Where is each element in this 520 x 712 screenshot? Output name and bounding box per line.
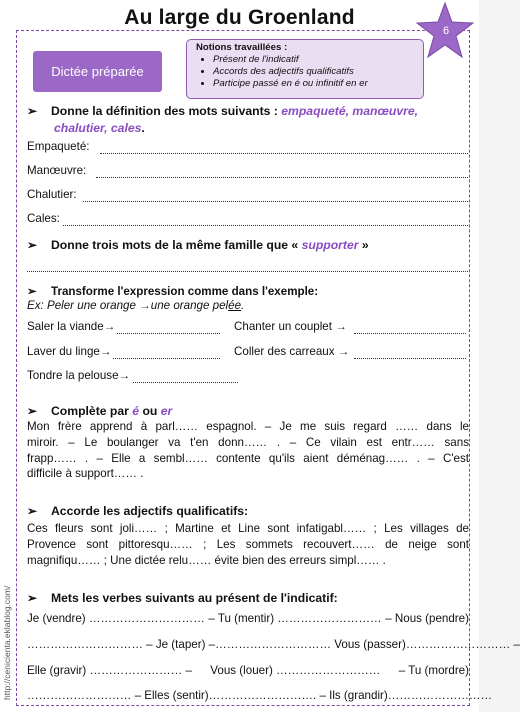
arrow-bullet-icon: ➢: [27, 285, 37, 298]
paragraph-line: Ces fleurs sont joli…… ; Martine et Line sont infatigabl…… ; Les villages de: [27, 522, 469, 535]
notions-box: [186, 39, 424, 99]
verb-row: ………………………… – Je (taper) – ………………………… Vous (passer) ……………………… –: [27, 638, 520, 651]
arrow-icon: →: [103, 320, 116, 333]
arrow-icon: →: [335, 320, 347, 333]
answer-line[interactable]: [354, 358, 466, 359]
verb-row: Elle (gravir) …………………… – Vous (louer) ……………………… – Tu (mordre): [27, 664, 469, 677]
arrow-icon: →: [99, 345, 112, 358]
paragraph-line: Mon frère apprend à parl…… espagnol. – Je me suis regard …… dans le: [27, 420, 469, 433]
answer-line[interactable]: [100, 153, 468, 154]
dictee-label: Dictée préparée: [33, 51, 162, 92]
paragraph-line: frapp…… . – Elle a sembl…… contente qu'ils aient déménag…… . – C'est: [27, 451, 469, 465]
answer-line[interactable]: [113, 358, 220, 359]
arrow-bullet-icon: ➢: [27, 504, 38, 518]
section-transform-heading: ➢ Transforme l'expression comme dans l'exemple:: [27, 285, 319, 298]
definition-label: Empaqueté:: [27, 140, 90, 153]
paragraph-line: miroir. – Le boulanger va t'en donn…… . – Ce vilain est entr…… sans: [27, 435, 469, 449]
paragraph-line: difficile à support…… .: [27, 467, 144, 481]
answer-line[interactable]: [83, 201, 468, 202]
definition-label: Cales:: [27, 212, 60, 225]
section-complete-heading: ➢ Complète par é ou er: [27, 404, 173, 418]
verb-row: Je (vendre) ………………………… – Tu (mentir) ……………………… – Nous (pendre): [27, 612, 469, 625]
answer-line[interactable]: [354, 333, 466, 334]
section-definitions-heading: ➢ Donne la définition des mots suivants : empaqueté, manœuvre,: [27, 104, 419, 118]
notion-item: • Présent de l'indicatif: [213, 54, 368, 66]
side-url: http://cenicienta.eklablog.com/: [2, 585, 12, 700]
definition-label: Manœuvre:: [27, 164, 87, 177]
transform-item: Chanter un couplet →: [234, 320, 347, 333]
definition-label: Chalutier:: [27, 188, 77, 201]
arrow-bullet-icon: ➢: [27, 238, 38, 252]
section-adjectives-heading: ➢ Accorde les adjectifs qualificatifs:: [27, 504, 249, 518]
transform-item: Laver du linge→: [27, 345, 112, 358]
transform-item: Coller des carreaux →: [234, 345, 350, 358]
answer-line[interactable]: [63, 225, 468, 226]
adjectives-paragraph: [27, 521, 469, 568]
verb-row: ……………………… – Elles (sentir) ………………………. – Ils (grandir) ………………………: [27, 689, 493, 702]
transform-item: Saler la viande→: [27, 320, 116, 333]
paragraph-line: magnifiqu…… ; Une dictée relu…… évite bien des erreurs simpl…… .: [27, 553, 386, 567]
arrow-bullet-icon: ➢: [27, 104, 38, 118]
sheet-number: 6: [442, 25, 450, 37]
example-line: Ex: Peler une orange →une orange pelée.: [27, 299, 245, 312]
complete-paragraph: [27, 419, 469, 482]
notion-item: • Participe passé en é ou infinitif en er: [213, 78, 368, 90]
section-definitions-heading-cont: chalutier, cales.: [54, 121, 145, 135]
section-family-heading: ➢ Donne trois mots de la même famille que « supporter »: [27, 238, 369, 252]
arrow-bullet-icon: ➢: [27, 404, 38, 418]
page-title: Au large du Groenland: [124, 6, 355, 29]
transform-item: Tondre la pelouse→: [27, 369, 131, 382]
section-verbs-heading: ➢ Mets les verbes suivants au présent de l'indicatif:: [27, 591, 338, 605]
notions-title: Notions travaillées :: [196, 42, 288, 53]
arrow-bullet-icon: ➢: [27, 591, 38, 605]
notion-item: • Accords des adjectifs qualificatifs: [213, 66, 368, 78]
answer-line[interactable]: [96, 177, 468, 178]
paragraph-line: Provence sont pittoresqu…… ; Les sommets recouvert…… de neige sont: [27, 537, 469, 551]
answer-line[interactable]: [133, 382, 238, 383]
arrow-icon: →: [139, 299, 151, 312]
answer-line[interactable]: [117, 333, 220, 334]
arrow-icon: →: [118, 369, 131, 382]
arrow-icon: →: [337, 345, 350, 358]
notions-list: [203, 54, 368, 90]
answer-line[interactable]: [27, 271, 468, 272]
